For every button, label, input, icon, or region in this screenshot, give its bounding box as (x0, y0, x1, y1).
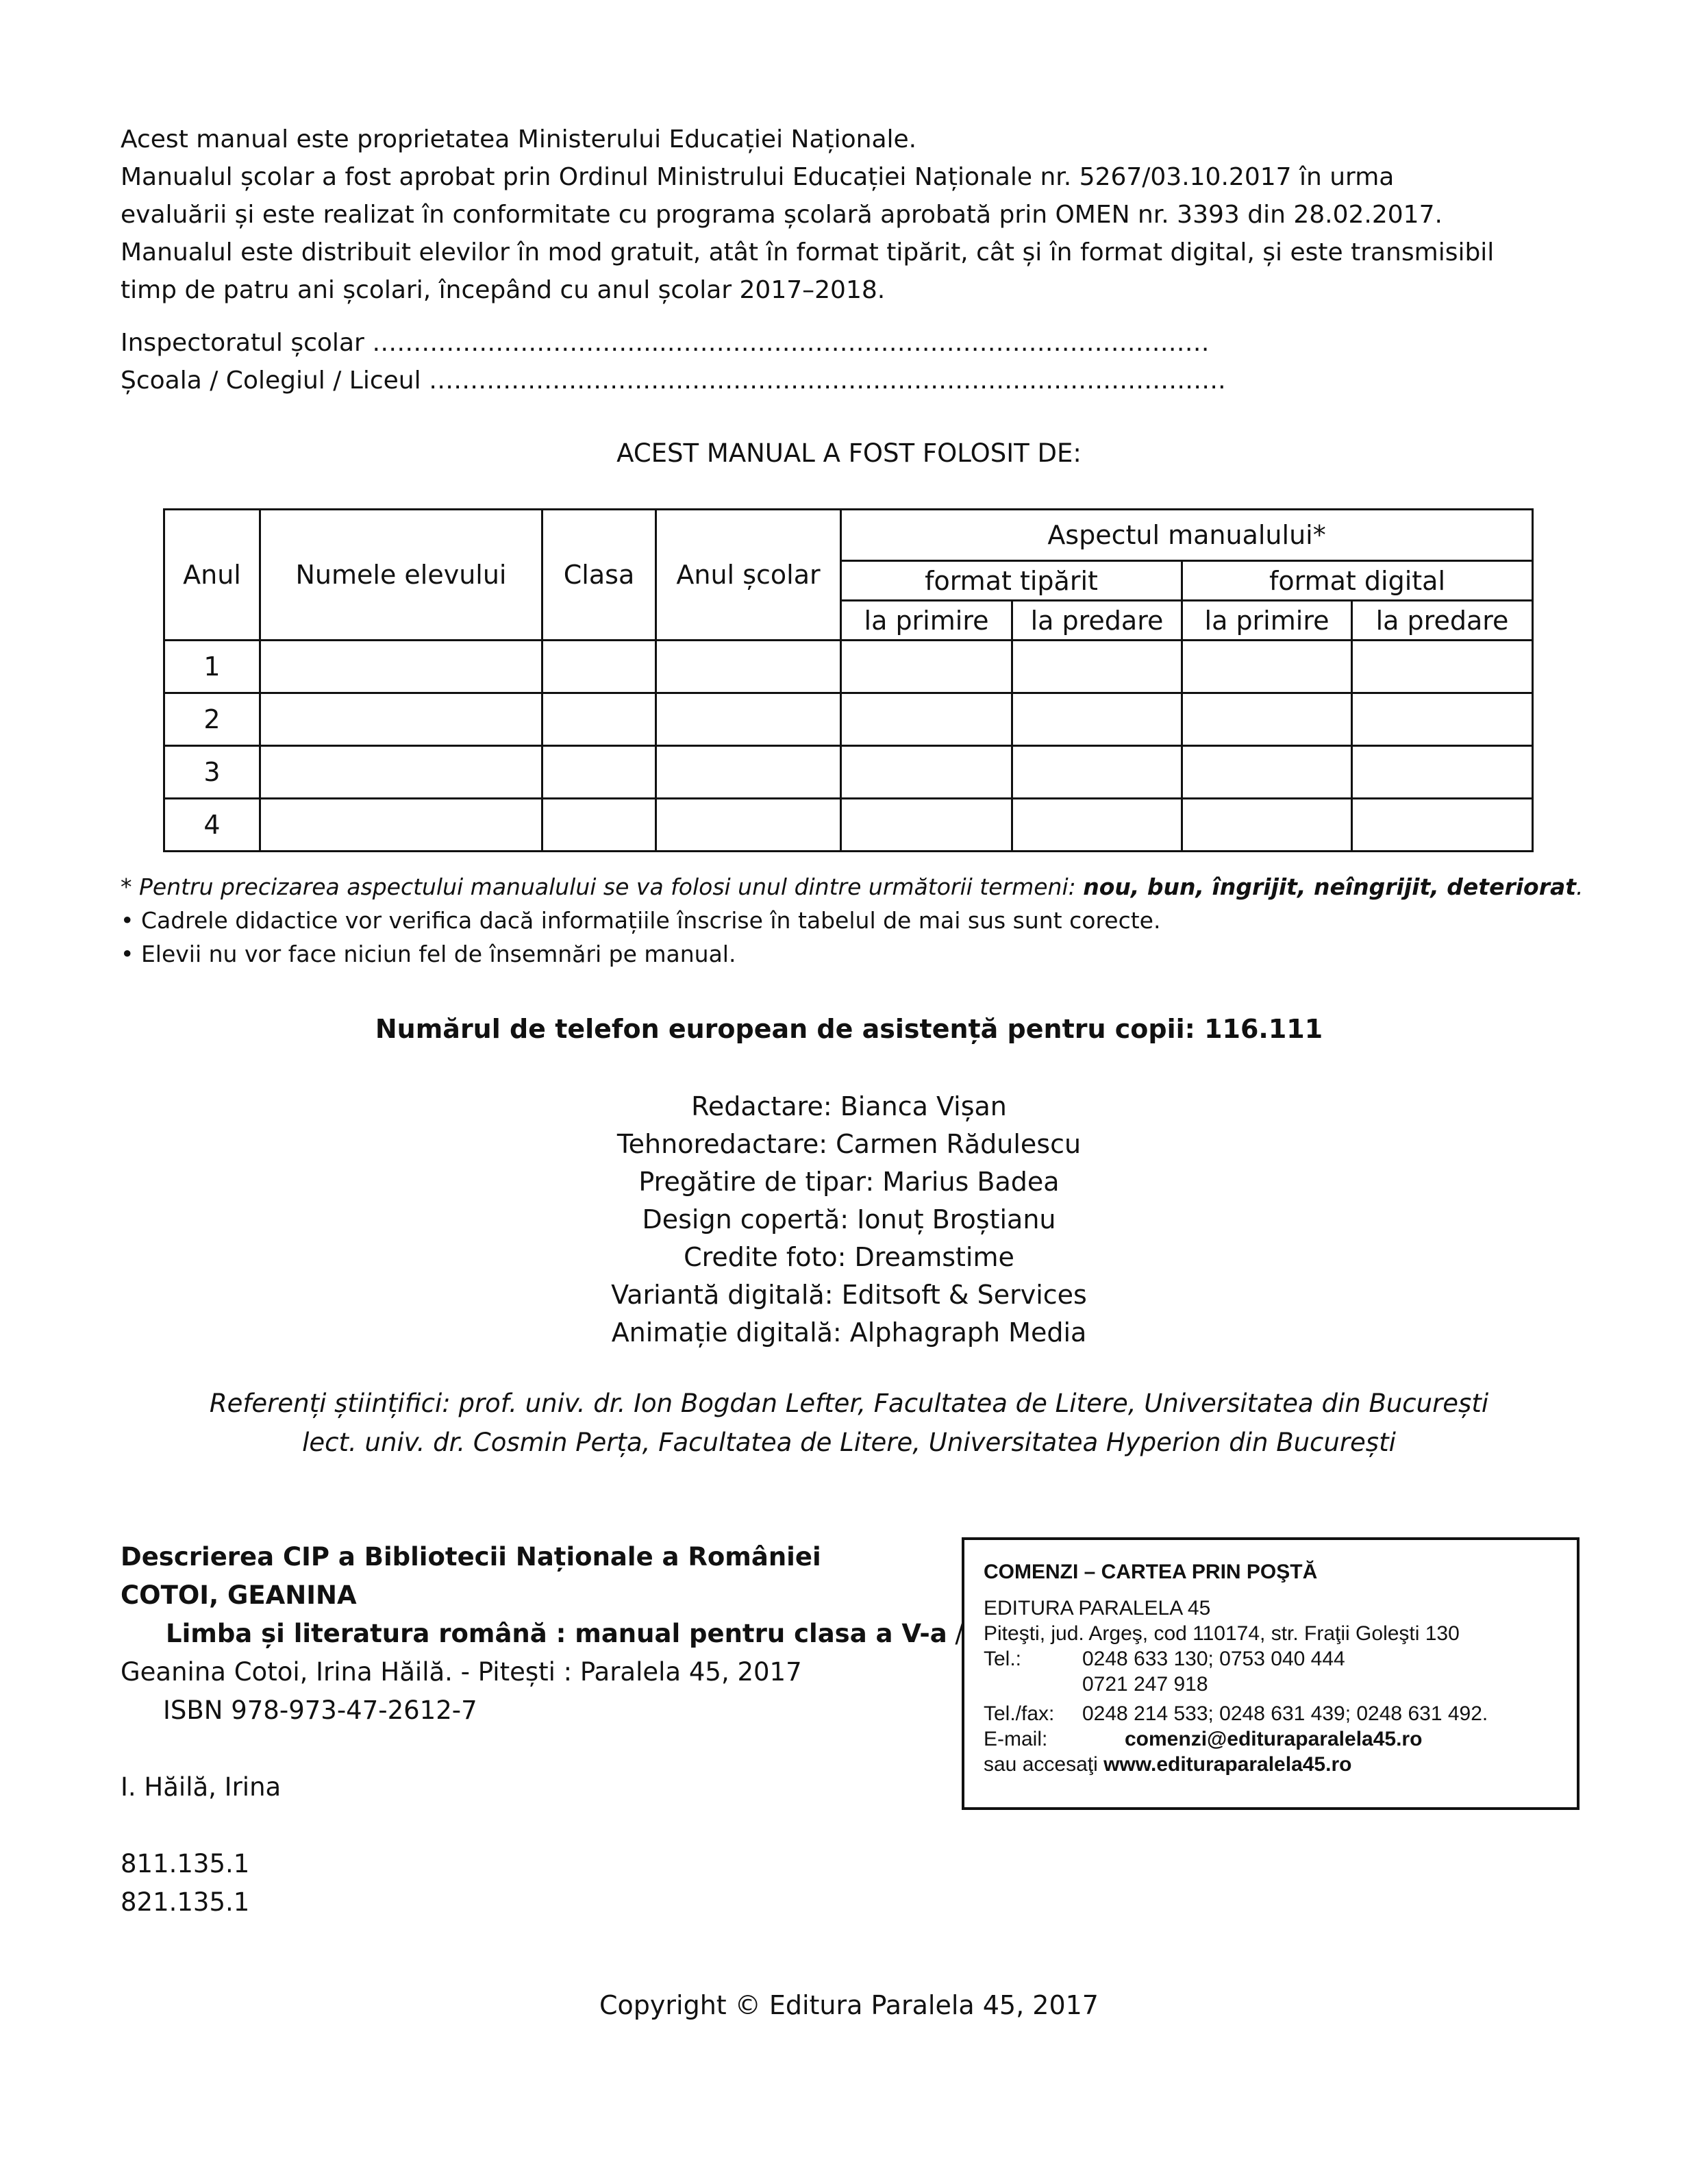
cell-blank[interactable] (1182, 746, 1352, 799)
cip-title-line (121, 1615, 984, 1653)
cip-authors: Geanina Cotoi, Irina Hăilă. - Pitești : Paralela 45, 2017 (121, 1657, 802, 1687)
scientific-referees (0, 1384, 1698, 1462)
orders-tel-row-2 (984, 1672, 1577, 1697)
header-anul-scolar: Anul școlar (656, 510, 841, 641)
credit-line: Animație digitală: Alphagraph Media (611, 1317, 1087, 1348)
usage-table (163, 508, 1534, 852)
header-la-primire: la primire (1182, 601, 1352, 641)
intro-paragraph (121, 121, 1593, 309)
cip-class: 811.135.1 (121, 1849, 250, 1878)
tel-value-2: 0721 247 918 (1082, 1673, 1208, 1696)
referee-line: lect. univ. dr. Cosmin Perța, Facultatea de Litere, Universitatea Hyperion din București (302, 1428, 1396, 1457)
header-la-predare: la predare (1012, 601, 1182, 641)
orders-fax-row (984, 1701, 1577, 1726)
cell-blank[interactable] (542, 799, 656, 852)
cell-blank[interactable] (1352, 746, 1533, 799)
cip-author: COTOI, GEANINA (121, 1580, 357, 1610)
credit-line: Design copertă: Ionuț Broștianu (642, 1204, 1056, 1234)
cell-blank[interactable] (656, 799, 841, 852)
cell-blank[interactable] (542, 693, 656, 746)
intro-line: timp de patru ani școlari, începând cu anul școlar 2017–2018. (121, 276, 886, 304)
cell-blank[interactable] (1012, 799, 1182, 852)
cell-blank[interactable] (260, 746, 542, 799)
orders-address: Piteşti, jud. Argeş, cod 110174, str. Fraţii Goleşti 130 (984, 1622, 1460, 1645)
cell-blank[interactable] (656, 746, 841, 799)
cell-blank[interactable] (1182, 641, 1352, 693)
copyright: Copyright © Editura Paralela 45, 2017 (599, 1990, 1099, 2020)
cell-blank[interactable] (260, 799, 542, 852)
intro-line: Manualul este distribuit elevilor în mod gratuit, atât în format tipărit, cât și în format digital, și este transmisibil (121, 238, 1495, 266)
cell-blank[interactable] (841, 641, 1012, 693)
cell-blank[interactable] (841, 746, 1012, 799)
header-format-digital: format digital (1182, 561, 1533, 601)
intro-line: Manualul școlar a fost aprobat prin Ordinul Ministrului Educației Naționale nr. 5267/03.10.2017 în urma (121, 163, 1395, 191)
spacer (121, 1807, 984, 1845)
orders-email-row (984, 1726, 1577, 1752)
cell-blank[interactable] (1012, 641, 1182, 693)
row-number: 3 (164, 746, 260, 799)
header-anul: Anul (164, 510, 260, 641)
cell-blank[interactable] (1182, 693, 1352, 746)
fax-value: 0248 214 533; 0248 631 439; 0248 631 492. (1082, 1702, 1488, 1725)
note-bullet: • Cadrele didactice vor verifica dacă informațiile înscrise în tabelul de mai sus sunt corecte. (121, 907, 1161, 934)
cell-blank[interactable] (841, 799, 1012, 852)
credits-block (0, 1088, 1698, 1352)
cell-blank[interactable] (260, 693, 542, 746)
cell-blank[interactable] (1352, 641, 1533, 693)
cip-coauthor: I. Hăilă, Irina (121, 1772, 282, 1802)
cell-blank[interactable] (1352, 799, 1533, 852)
cell-blank[interactable] (542, 641, 656, 693)
credit-line: Pregătire de tipar: Marius Badea (638, 1167, 1060, 1197)
credit-line: Tehnoredactare: Carmen Rădulescu (616, 1129, 1082, 1159)
orders-tel-row (984, 1646, 1577, 1672)
orders-web-row (984, 1752, 1577, 1777)
web-prefix: sau accesaţi (984, 1753, 1104, 1776)
helpline-phone: Numărul de telefon european de asistență pentru copii: 116.111 (375, 1014, 1323, 1044)
table-notes (121, 870, 1655, 971)
cell-blank[interactable] (1012, 693, 1182, 746)
row-number: 2 (164, 693, 260, 746)
header-la-predare: la predare (1352, 601, 1533, 641)
cip-book-title: Limba și literatura română : manual pentru clasa a V-a (166, 1619, 947, 1648)
note-bullet: • Elevii nu vor face niciun fel de însemnări pe manual. (121, 941, 736, 967)
inspectorat-field: Inspectoratul școlar ……………………………...………………………………………………………… (121, 329, 1210, 357)
intro-line: Acest manual este proprietatea Ministerului Educației Naționale. (121, 125, 917, 153)
header-aspect: Aspectul manualului* (841, 510, 1533, 561)
table-row (164, 693, 1533, 746)
referee-line: Referenți științifici: prof. univ. dr. Ion Bogdan Lefter, Facultatea de Litere, Universitatea din București (209, 1389, 1489, 1418)
credit-line: Variantă digitală: Editsoft & Services (611, 1280, 1087, 1310)
email-label: E-mail: (984, 1728, 1048, 1750)
tel-label: Tel.: (984, 1648, 1022, 1670)
table-row (164, 641, 1533, 693)
cip-description (121, 1538, 984, 1922)
cell-blank[interactable] (656, 641, 841, 693)
footnote-end: . (1576, 873, 1584, 900)
cell-blank[interactable] (260, 641, 542, 693)
cell-blank[interactable] (1352, 693, 1533, 746)
orders-title: COMENZI – CARTEA PRIN POŞTĂ (984, 1561, 1318, 1583)
cip-slash: / (947, 1619, 964, 1648)
table-row (164, 799, 1533, 852)
row-number: 4 (164, 799, 260, 852)
footnote-terms: nou, bun, îngrijit, neîngrijit, deteriorat (1083, 873, 1577, 900)
footnote-text: * Pentru precizarea aspectului manualului se va folosi unul dintre următorii termeni: (121, 873, 1084, 900)
header-format-tiparit: format tipărit (841, 561, 1182, 601)
cell-blank[interactable] (1012, 746, 1182, 799)
cip-isbn: ISBN 978-973-47-2612-7 (163, 1696, 477, 1725)
website-link[interactable]: www.edituraparalela45.ro (1103, 1753, 1352, 1776)
header-numele-elevului: Numele elevului (260, 510, 542, 641)
cell-blank[interactable] (841, 693, 1012, 746)
cip-class: 821.135.1 (121, 1887, 250, 1917)
spacer (121, 1730, 984, 1768)
table-row (164, 746, 1533, 799)
fax-label: Tel./fax: (984, 1702, 1055, 1725)
footnote (121, 870, 1655, 904)
cell-blank[interactable] (656, 693, 841, 746)
tel-value: 0248 633 130; 0753 040 444 (1082, 1648, 1345, 1670)
row-number: 1 (164, 641, 260, 693)
orders-publisher: EDITURA PARALELA 45 (984, 1597, 1211, 1620)
cip-heading: Descrierea CIP a Bibliotecii Naționale a României (121, 1542, 821, 1572)
header-la-primire: la primire (841, 601, 1012, 641)
usage-table-title: ACEST MANUAL A FOST FOLOSIT DE: (616, 438, 1082, 468)
school-field: Școala / Colegiul / Liceul ……………………………………………………………………………………. (121, 367, 1226, 395)
orders-box (962, 1537, 1580, 1810)
header-clasa: Clasa (542, 510, 656, 641)
cell-blank[interactable] (542, 746, 656, 799)
credit-line: Redactare: Bianca Vișan (691, 1091, 1007, 1121)
email-link[interactable]: comenzi@edituraparalela45.ro (1125, 1728, 1423, 1750)
cell-blank[interactable] (1182, 799, 1352, 852)
intro-line: evaluării și este realizat în conformitate cu programa școlară aprobată prin OMEN nr. 3393 din 28.02.2017. (121, 201, 1443, 229)
credit-line: Credite foto: Dreamstime (684, 1242, 1014, 1272)
